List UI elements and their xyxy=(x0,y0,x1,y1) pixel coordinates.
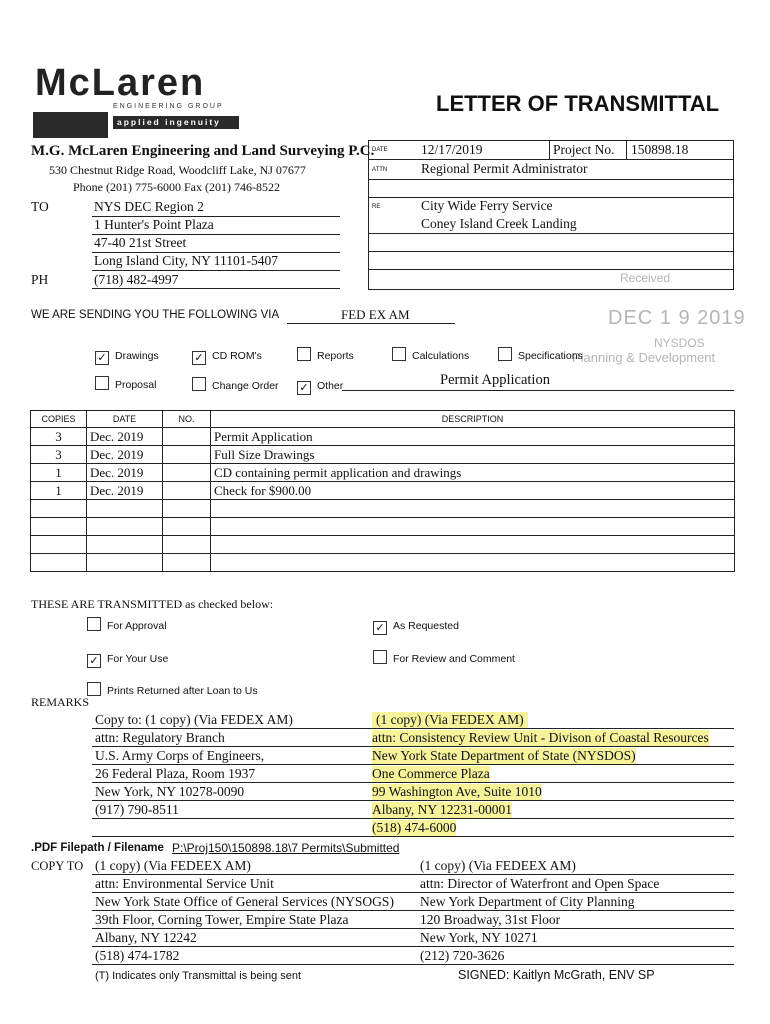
col-date: DATE xyxy=(87,411,163,428)
remarks-right-line: Albany, NY 12231-00001 xyxy=(372,802,512,817)
check-icon: ✓ xyxy=(87,654,101,668)
check-icon: ✓ xyxy=(192,351,206,365)
col-copies: COPIES xyxy=(31,411,87,428)
items-table xyxy=(30,410,735,572)
copy-right-line: attn: Director of Waterfront and Open Space xyxy=(420,876,660,891)
copy-left-line: 39th Floor, Corning Tower, Empire State Plaza xyxy=(95,912,349,927)
copy-left-line: New York State Office of General Services (NYSOGS) xyxy=(95,894,394,909)
col-no: NO. xyxy=(163,411,211,428)
copy-to-label: COPY TO xyxy=(31,859,84,873)
header-box xyxy=(368,140,734,290)
stamp-dept: Planning & Development xyxy=(572,350,716,365)
signed-by: SIGNED: Kaitlyn McGrath, ENV SP xyxy=(458,968,655,982)
remarks-left-line: Copy to: (1 copy) (Via FEDEX AM) xyxy=(95,712,293,727)
to-line: NYS DEC Region 2 xyxy=(94,199,204,214)
checkbox-cd-roms[interactable]: ✓ CD ROM's xyxy=(192,346,262,365)
to-label: TO xyxy=(31,199,49,214)
remarks-right-line: New York State Department of State (NYSDOS) xyxy=(372,748,636,763)
copy-right-line: 120 Broadway, 31st Floor xyxy=(420,912,561,927)
checkbox-change-order[interactable]: Change Order xyxy=(192,376,279,394)
table-row xyxy=(31,554,735,572)
to-phone: (718) 482-4997 xyxy=(94,272,179,287)
checkbox-for-approval[interactable]: For Approval xyxy=(87,616,167,634)
stamp-org: NYSDOS xyxy=(654,336,705,350)
page-title: LETTER OF TRANSMITTAL xyxy=(436,91,720,116)
checkbox-for-your-use[interactable]: ✓ For Your Use xyxy=(87,649,168,668)
checkbox-specifications[interactable]: Specifications xyxy=(498,346,583,364)
table-header-row xyxy=(31,411,735,428)
logo-line2: applied ingenuity xyxy=(113,116,239,129)
footer-note: (T) Indicates only Transmittal is being sent xyxy=(95,970,302,982)
checkbox-proposal[interactable]: Proposal xyxy=(95,375,156,393)
transmitted-label: THESE ARE TRANSMITTED as checked below: xyxy=(31,597,274,611)
checkbox-calculations[interactable]: Calculations xyxy=(392,346,469,364)
checkbox-other[interactable]: ✓ Other xyxy=(297,376,343,395)
remarks-right-line: attn: Consistency Review Unit - Divison of Coastal Resources xyxy=(372,730,709,745)
check-icon: ✓ xyxy=(297,381,311,395)
via-label: WE ARE SENDING YOU THE FOLLOWING VIA xyxy=(31,309,280,321)
remarks-left-line: (917) 790-8511 xyxy=(95,802,179,817)
stamp-received: Received xyxy=(620,271,671,285)
project-label: Project No. xyxy=(553,142,615,157)
logo-wordmark: McLaren xyxy=(35,62,206,104)
checkbox-reports[interactable]: Reports xyxy=(297,346,354,364)
remarks-right-line: (1 copy) (Via FEDEX AM) xyxy=(372,712,528,728)
remarks-left-line: 26 Federal Plaza, Room 1937 xyxy=(95,766,256,781)
company-name: M.G. McLaren Engineering and Land Surveying P.C. xyxy=(31,143,375,159)
copy-right-line: New York, NY 10271 xyxy=(420,930,538,945)
remarks-label: REMARKS xyxy=(31,695,90,709)
other-value: Permit Application xyxy=(440,372,550,388)
table-row xyxy=(31,500,735,518)
company-logo xyxy=(33,62,243,138)
filepath-value: P:\Proj150\150898.18\7 Permits\Submitted xyxy=(172,841,400,855)
check-icon: ✓ xyxy=(95,351,109,365)
remarks-right-line: (518) 474-6000 xyxy=(372,820,457,835)
remarks-right-line: 99 Washington Ave, Suite 1010 xyxy=(372,784,542,799)
re-line: Coney Island Creek Landing xyxy=(421,216,577,231)
to-line: 1 Hunter's Point Plaza xyxy=(94,217,214,232)
to-line: 47-40 21st Street xyxy=(94,235,187,250)
col-description: DESCRIPTION xyxy=(211,411,735,428)
checkbox-prints-returned[interactable]: Prints Returned after Loan to Us xyxy=(87,681,258,699)
copy-left-line: (518) 474-1782 xyxy=(95,948,180,963)
checkbox-for-review[interactable]: For Review and Comment xyxy=(373,649,515,667)
remarks-right-line: One Commerce Plaza xyxy=(372,766,490,781)
copy-right-line: New York Department of City Planning xyxy=(420,894,635,909)
checkbox-as-requested[interactable]: ✓ As Requested xyxy=(373,616,459,635)
via-value: FED EX AM xyxy=(341,307,410,322)
company-phone: Phone (201) 775-6000 Fax (201) 746-8522 xyxy=(73,180,280,194)
table-row: 1 Dec. 2019 Check for $900.00 xyxy=(31,482,735,500)
logo-line1: ENGINEERING GROUP xyxy=(113,103,224,110)
to-line: Long Island City, NY 11101-5407 xyxy=(94,253,278,268)
re-line: City Wide Ferry Service xyxy=(421,198,553,213)
remarks-left-line: New York, NY 10278-0090 xyxy=(95,784,245,799)
table-row: 3 Dec. 2019 Permit Application xyxy=(31,428,735,446)
re-label: RE xyxy=(372,204,381,210)
company-address: 530 Chestnut Ridge Road, Woodcliff Lake, NJ 07677 xyxy=(49,163,306,177)
ph-label: PH xyxy=(31,272,49,287)
date-value: 12/17/2019 xyxy=(421,142,483,157)
date-label: DATE xyxy=(372,147,388,153)
copy-right-line: (1 copy) (Via FEDEEX AM) xyxy=(420,858,576,873)
remarks-left-line: attn: Regulatory Branch xyxy=(95,730,225,745)
table-row xyxy=(31,536,735,554)
copy-left-line: Albany, NY 12242 xyxy=(95,930,197,945)
stamp-date: DEC 1 9 2019 xyxy=(608,307,746,329)
table-row: 1 Dec. 2019 CD containing permit application and drawings xyxy=(31,464,735,482)
check-icon: ✓ xyxy=(373,621,387,635)
logo-emblem xyxy=(33,112,108,138)
table-row xyxy=(31,518,735,536)
table-row: 3 Dec. 2019 Full Size Drawings xyxy=(31,446,735,464)
copy-left-line: attn: Environmental Service Unit xyxy=(95,876,274,891)
attn-label: ATTN xyxy=(372,167,388,173)
remarks-left-line: U.S. Army Corps of Engineers, xyxy=(95,748,265,763)
copy-right-line: (212) 720-3626 xyxy=(420,948,505,963)
copy-left-line: (1 copy) (Via FEDEEX AM) xyxy=(95,858,251,873)
attn-value: Regional Permit Administrator xyxy=(421,161,588,176)
checkbox-drawings[interactable]: ✓ Drawings xyxy=(95,346,159,365)
project-number: 150898.18 xyxy=(631,142,689,157)
filepath-label: .PDF Filepath / Filename xyxy=(31,842,164,854)
